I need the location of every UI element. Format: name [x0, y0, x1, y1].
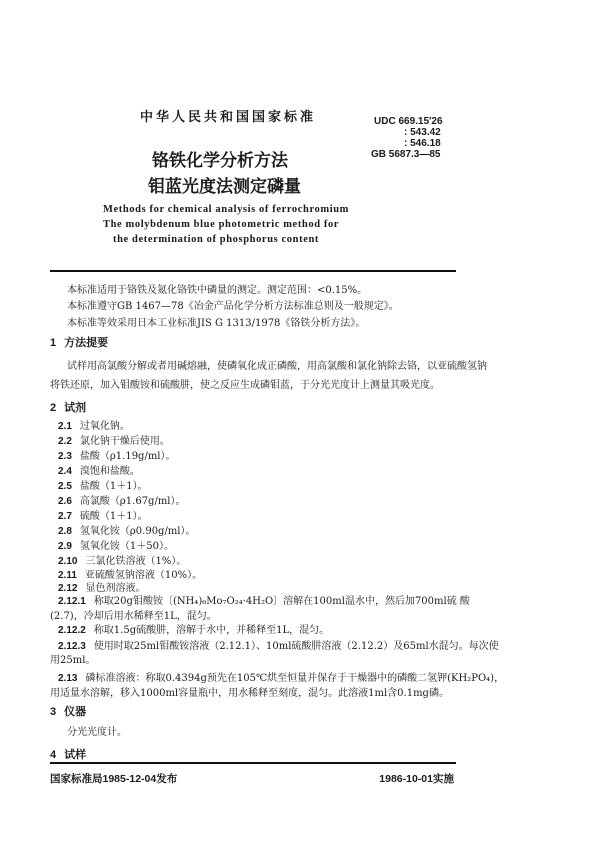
effective-date: 1986-10-01实施 [379, 773, 454, 785]
item-text: 使用时取25ml钼酸铵溶液（2.12.1）、10ml硫酸肼溶液（2.12.2）及65ml水混匀。每次使 [93, 641, 499, 652]
udc-line: UDC 669.15′26 [374, 116, 443, 127]
section-title: 仪器 [64, 705, 87, 718]
item-number: 2.10 [58, 556, 78, 567]
reagent-item [58, 637, 499, 652]
title-cn-line1: 铬铁化学分析方法 [152, 151, 288, 171]
item-text: 亚硫酸氢钠溶液（10%）。 [84, 570, 203, 581]
title-en-line3: the determination of phosphorus content [113, 234, 319, 245]
item-number: 2.7 [58, 511, 72, 522]
item-number: 2.1 [58, 421, 72, 432]
reagent-item [50, 684, 449, 699]
reagent-item [58, 537, 174, 552]
section-3-heading [50, 703, 86, 719]
item-text: 氢氧化铵（1＋50）。 [79, 541, 174, 552]
section-3-text: 分光光度计。 [67, 727, 127, 738]
item-text: 高氯酸（ρ1.67g/ml）。 [79, 496, 186, 507]
title-en-line2: The molybdenum blue photometric method for [103, 219, 340, 230]
reagent-item [58, 507, 148, 522]
reagent-item [58, 492, 186, 507]
title-en-line1: Methods for chemical analysis of ferrochromium [103, 204, 350, 215]
intro-line: 本标准适用于铬铁及氮化铬铁中磷量的测定。测定范围：<0.15%。 [67, 285, 368, 296]
section-number: 1 [50, 337, 57, 349]
header-rule [50, 270, 456, 272]
standard-header: 中华人民共和国国家标准 [140, 110, 317, 125]
reagent-item [58, 477, 148, 492]
item-text: 三氯化铁溶液（1%）。 [85, 556, 187, 567]
reagent-item [50, 607, 217, 622]
gb-number: GB 5687.3—85 [371, 149, 441, 160]
item-number: 2.2 [58, 436, 72, 447]
item-text: 称取20g钼酸铵〔(NH₄)₆Mo₇O₂₄·4H₂O〕溶解在100ml温水中，然后加700ml硫 酸 [93, 596, 470, 607]
item-number: 2.6 [58, 496, 72, 507]
item-text: 显色剂溶液。 [85, 583, 146, 594]
reagent-item [58, 522, 196, 537]
udc-line: : 543.42 [404, 127, 441, 138]
item-text: 磷标准溶液：称取0.4394g预先在105℃烘至恒量并保存于干燥器中的磷酸二氢钾(KH₂PO₄)， [85, 673, 505, 684]
udc-block [371, 116, 443, 160]
section-title: 方法提要 [64, 336, 109, 349]
item-number: 2.8 [58, 526, 72, 537]
section-title: 试剂 [64, 401, 87, 414]
intro-line: 本标准遵守GB 1467—78《冶金产品化学分析方法标准总则及一般规定》。 [67, 301, 399, 312]
reagent-item [58, 417, 130, 432]
reagent-item [58, 432, 170, 447]
item-number: 2.12.2 [58, 625, 86, 636]
item-number: 2.5 [58, 481, 72, 492]
item-text: 溴饱和盐酸。 [79, 466, 140, 477]
item-text: 用适量水溶解，移入1000ml容量瓶中，用水稀释至刻度，混匀。此溶液1ml含0.1mg磷。 [50, 688, 449, 699]
section-4-heading [50, 746, 86, 762]
item-text: (2.7)，冷却后用水稀释至1L，混匀。 [50, 611, 217, 622]
section-number: 4 [50, 749, 57, 761]
item-text: 用25ml。 [50, 655, 96, 666]
item-number: 2.13 [58, 673, 78, 684]
reagent-item [58, 592, 470, 607]
section-1-text: 试样用高氯酸分解或者用碱熔融，使磷氧化成正磷酸，用高氯酸和氯化钠除去铬，以亚硫酸氢钠 [67, 361, 487, 372]
issue-date: 国家标准局1985-12-04发布 [50, 773, 178, 785]
intro-line: 本标准等效采用日本工业标准JIS G 1313/1978《铬铁分析方法》。 [67, 318, 366, 329]
item-number: 2.12.3 [58, 641, 86, 652]
title-cn-line2: 钼蓝光度法测定磷量 [148, 177, 301, 197]
reagent-item [58, 447, 176, 462]
item-number: 2.12.1 [58, 596, 86, 607]
item-text: 称取1.5g硫酸肼，溶解于水中，并稀释至1L，混匀。 [93, 625, 330, 636]
reagent-item [58, 669, 504, 684]
item-number: 2.9 [58, 541, 72, 552]
section-number: 2 [50, 402, 57, 414]
footer-rule [50, 762, 456, 764]
reagent-item [58, 462, 140, 477]
item-text: 盐酸（ρ1.19g/ml）。 [79, 451, 176, 462]
reagent-item [58, 621, 329, 636]
section-title: 试样 [64, 748, 87, 761]
item-text: 过氧化钠。 [79, 421, 130, 432]
udc-line: : 546.18 [404, 138, 441, 149]
reagent-item [58, 552, 186, 567]
section-1-heading [50, 334, 108, 350]
item-number: 2.12 [58, 583, 78, 594]
section-1-text: 将铁还原，加入钼酸铵和硫酸肼，使之反应生成磷钼蓝，于分光光度计上测量其吸光度。 [50, 380, 440, 391]
section-number: 3 [50, 706, 57, 718]
item-text: 盐酸（1＋1）。 [79, 481, 148, 492]
item-number: 2.11 [58, 570, 77, 581]
item-number: 2.3 [58, 451, 72, 462]
item-text: 氯化钠干燥后使用。 [79, 436, 170, 447]
section-2-heading [50, 399, 86, 415]
reagent-item [50, 651, 95, 666]
item-text: 硫酸（1＋1）。 [79, 511, 148, 522]
item-text: 氢氧化铵（ρ0.90g/ml）。 [79, 526, 196, 537]
item-number: 2.4 [58, 466, 72, 477]
